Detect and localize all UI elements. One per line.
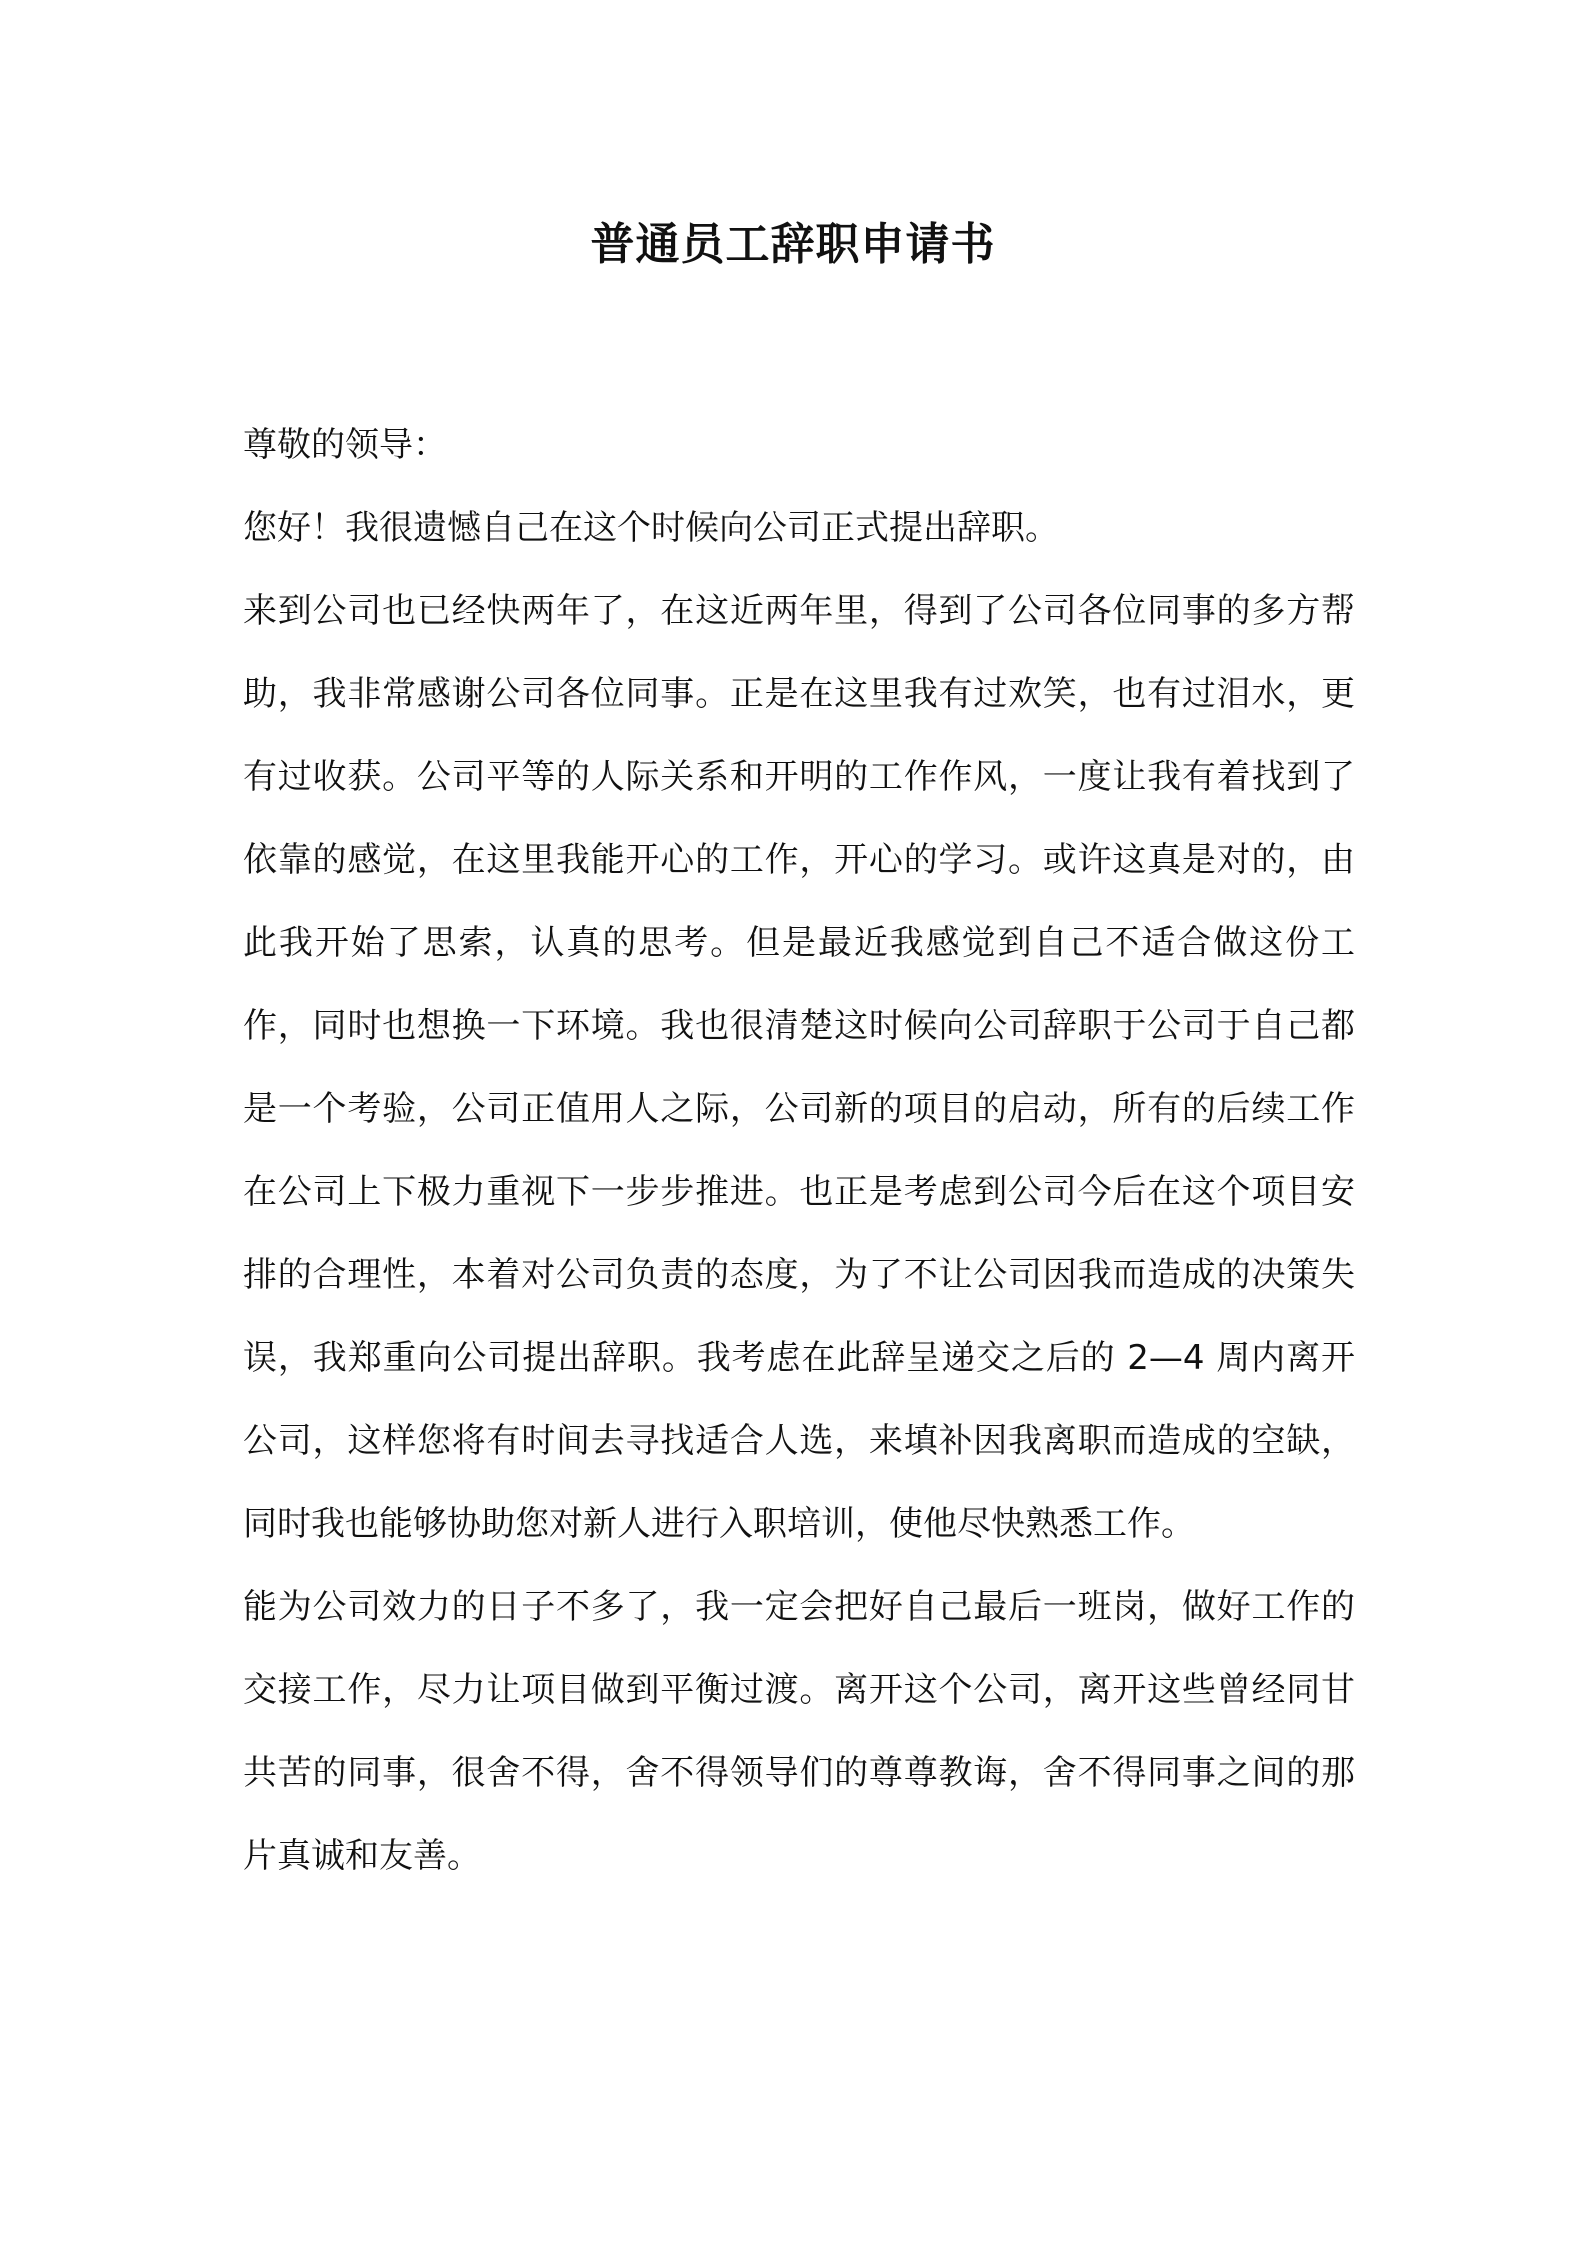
salutation: 尊敬的领导： <box>243 425 447 465</box>
document-title: 普通员工辞职申请书 <box>590 219 996 270</box>
paragraph-closing: 能为公司效力的日子不多了，我一定会把好自己最后一班岗，做好工作的交接工作，尽力让项目做到平衡过渡。离开这个公司，离开这些曾经同甘共苦的同事，很舍不得，舍不得领导们的尊尊教诲，舍不得同事之间的那片真诚和友善。 <box>243 1587 1355 1876</box>
paragraph-greeting: 您好！我很遗憾自己在这个时候向公司正式提出辞职。 <box>243 508 1059 548</box>
paragraph-main: 来到公司也已经快两年了，在这近两年里，得到了公司各位同事的多方帮助，我非常感谢公司各位同事。正是在这里我有过欢笑，也有过泪水，更有过收获。公司平等的人际关系和开明的工作作风，一度让我有着找到了依靠的感觉，在这里我能开心的工作，开心的学习。或许这真是对的，由此我开始了思索，认真的思考。但是最近我感觉到自己不适合做这份工作，同时也想换一下环境。我也很清楚这时候向公司辞职于公司于自己都是一个考验，公司正值用人之际，公司新的项目的启动，所有的后续工作在公司上下极力重视下一步步推进。也正是考虑到公司今后在这个项目安排的合理性，本着对公司负责的态度，为了不让公司因我而造成的决策失误，我郑重向公司提出辞职。我考虑在此辞呈递交之后的 2—4 周内离开公司，这样您将有时间去寻找适合人选，来填补因我离职而造成的空缺，同时我也能够协助您对新人进行入职培训，使他尽快熟悉工作。 <box>243 591 1355 1544</box>
document-body <box>243 404 1355 1898</box>
